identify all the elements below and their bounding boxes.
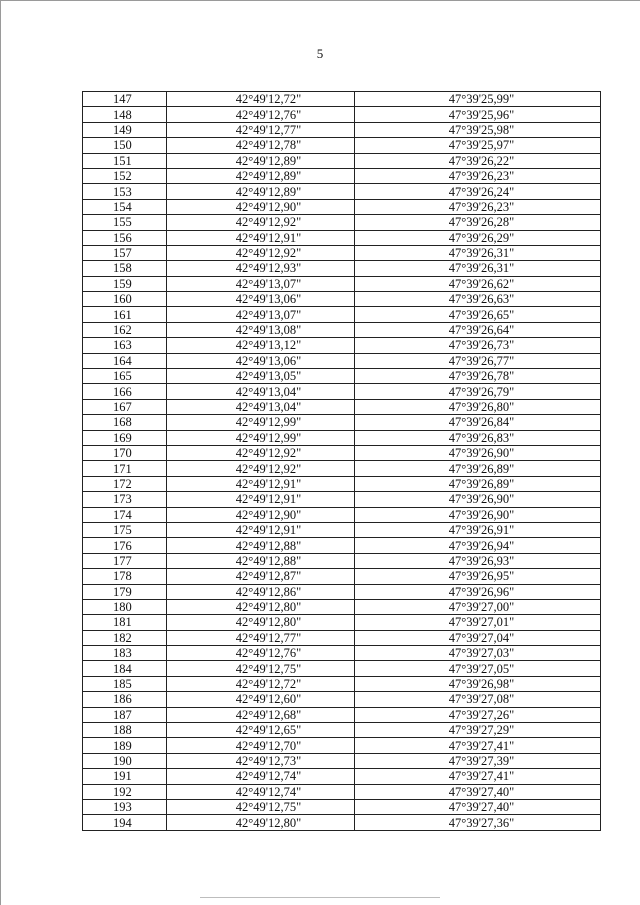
longitude-cell: 47°39'26,31" xyxy=(355,261,601,276)
table-row xyxy=(83,92,601,107)
point-number-cell: 172 xyxy=(83,476,167,491)
longitude-cell: 47°39'25,97" xyxy=(355,138,601,153)
latitude-cell: 42°49'12,86" xyxy=(167,584,355,599)
table-row xyxy=(83,184,601,199)
latitude-cell: 42°49'12,90" xyxy=(167,507,355,522)
table-row xyxy=(83,384,601,399)
longitude-cell: 47°39'26,90" xyxy=(355,492,601,507)
table-row xyxy=(83,492,601,507)
longitude-cell: 47°39'25,98" xyxy=(355,122,601,137)
latitude-cell: 42°49'12,91" xyxy=(167,230,355,245)
table-row xyxy=(83,399,601,414)
table-row xyxy=(83,107,601,122)
table-row xyxy=(83,784,601,799)
latitude-cell: 42°49'12,68" xyxy=(167,707,355,722)
latitude-cell: 42°49'12,77" xyxy=(167,122,355,137)
longitude-cell: 47°39'27,04" xyxy=(355,630,601,645)
latitude-cell: 42°49'12,80" xyxy=(167,815,355,830)
latitude-cell: 42°49'12,91" xyxy=(167,476,355,491)
latitude-cell: 42°49'12,87" xyxy=(167,569,355,584)
table-row xyxy=(83,799,601,814)
point-number-cell: 147 xyxy=(83,92,167,107)
latitude-cell: 42°49'12,80" xyxy=(167,599,355,614)
table-row xyxy=(83,584,601,599)
longitude-cell: 47°39'26,93" xyxy=(355,553,601,568)
table-row xyxy=(83,723,601,738)
latitude-cell: 42°49'12,91" xyxy=(167,522,355,537)
point-number-cell: 153 xyxy=(83,184,167,199)
latitude-cell: 42°49'13,06" xyxy=(167,292,355,307)
point-number-cell: 193 xyxy=(83,799,167,814)
latitude-cell: 42°49'13,08" xyxy=(167,322,355,337)
longitude-cell: 47°39'26,64" xyxy=(355,322,601,337)
point-number-cell: 157 xyxy=(83,245,167,260)
table-row xyxy=(83,569,601,584)
table-row xyxy=(83,322,601,337)
longitude-cell: 47°39'27,36" xyxy=(355,815,601,830)
point-number-cell: 171 xyxy=(83,461,167,476)
latitude-cell: 42°49'12,76" xyxy=(167,646,355,661)
longitude-cell: 47°39'26,98" xyxy=(355,676,601,691)
point-number-cell: 183 xyxy=(83,646,167,661)
latitude-cell: 42°49'13,05" xyxy=(167,369,355,384)
table-row xyxy=(83,599,601,614)
point-number-cell: 187 xyxy=(83,707,167,722)
longitude-cell: 47°39'26,96" xyxy=(355,584,601,599)
latitude-cell: 42°49'13,04" xyxy=(167,384,355,399)
point-number-cell: 163 xyxy=(83,338,167,353)
point-number-cell: 149 xyxy=(83,122,167,137)
longitude-cell: 47°39'27,08" xyxy=(355,692,601,707)
point-number-cell: 150 xyxy=(83,138,167,153)
footer-divider xyxy=(200,897,440,898)
point-number-cell: 158 xyxy=(83,261,167,276)
latitude-cell: 42°49'12,90" xyxy=(167,199,355,214)
table-row xyxy=(83,507,601,522)
longitude-cell: 47°39'26,29" xyxy=(355,230,601,245)
latitude-cell: 42°49'13,04" xyxy=(167,399,355,414)
longitude-cell: 47°39'25,96" xyxy=(355,107,601,122)
table-row xyxy=(83,245,601,260)
point-number-cell: 156 xyxy=(83,230,167,245)
point-number-cell: 181 xyxy=(83,615,167,630)
point-number-cell: 155 xyxy=(83,215,167,230)
latitude-cell: 42°49'12,73" xyxy=(167,753,355,768)
point-number-cell: 176 xyxy=(83,538,167,553)
longitude-cell: 47°39'26,90" xyxy=(355,445,601,460)
table-row xyxy=(83,738,601,753)
point-number-cell: 191 xyxy=(83,769,167,784)
longitude-cell: 47°39'26,83" xyxy=(355,430,601,445)
point-number-cell: 177 xyxy=(83,553,167,568)
latitude-cell: 42°49'12,72" xyxy=(167,676,355,691)
latitude-cell: 42°49'12,60" xyxy=(167,692,355,707)
point-number-cell: 194 xyxy=(83,815,167,830)
longitude-cell: 47°39'25,99" xyxy=(355,92,601,107)
longitude-cell: 47°39'27,01" xyxy=(355,615,601,630)
table-row xyxy=(83,646,601,661)
point-number-cell: 185 xyxy=(83,676,167,691)
latitude-cell: 42°49'12,75" xyxy=(167,661,355,676)
point-number-cell: 180 xyxy=(83,599,167,614)
point-number-cell: 189 xyxy=(83,738,167,753)
point-number-cell: 161 xyxy=(83,307,167,322)
point-number-cell: 175 xyxy=(83,522,167,537)
table-row xyxy=(83,430,601,445)
point-number-cell: 182 xyxy=(83,630,167,645)
longitude-cell: 47°39'27,39" xyxy=(355,753,601,768)
longitude-cell: 47°39'27,40" xyxy=(355,784,601,799)
longitude-cell: 47°39'26,84" xyxy=(355,415,601,430)
table-row xyxy=(83,307,601,322)
longitude-cell: 47°39'26,89" xyxy=(355,461,601,476)
latitude-cell: 42°49'12,99" xyxy=(167,415,355,430)
table-row xyxy=(83,338,601,353)
point-number-cell: 188 xyxy=(83,723,167,738)
point-number-cell: 192 xyxy=(83,784,167,799)
point-number-cell: 148 xyxy=(83,107,167,122)
point-number-cell: 152 xyxy=(83,168,167,183)
point-number-cell: 160 xyxy=(83,292,167,307)
point-number-cell: 164 xyxy=(83,353,167,368)
table-row xyxy=(83,276,601,291)
coordinates-table-body xyxy=(83,92,601,831)
point-number-cell: 169 xyxy=(83,430,167,445)
longitude-cell: 47°39'26,28" xyxy=(355,215,601,230)
latitude-cell: 42°49'12,92" xyxy=(167,461,355,476)
latitude-cell: 42°49'12,74" xyxy=(167,769,355,784)
latitude-cell: 42°49'12,88" xyxy=(167,538,355,553)
table-row xyxy=(83,230,601,245)
latitude-cell: 42°49'13,12" xyxy=(167,338,355,353)
table-row xyxy=(83,369,601,384)
longitude-cell: 47°39'26,80" xyxy=(355,399,601,414)
latitude-cell: 42°49'12,74" xyxy=(167,784,355,799)
table-row xyxy=(83,630,601,645)
table-row xyxy=(83,615,601,630)
table-row xyxy=(83,476,601,491)
table-row xyxy=(83,707,601,722)
longitude-cell: 47°39'26,24" xyxy=(355,184,601,199)
longitude-cell: 47°39'26,62" xyxy=(355,276,601,291)
latitude-cell: 42°49'13,07" xyxy=(167,307,355,322)
table-row xyxy=(83,461,601,476)
longitude-cell: 47°39'26,95" xyxy=(355,569,601,584)
longitude-cell: 47°39'26,23" xyxy=(355,168,601,183)
longitude-cell: 47°39'27,41" xyxy=(355,769,601,784)
table-row xyxy=(83,815,601,830)
point-number-cell: 184 xyxy=(83,661,167,676)
table-row xyxy=(83,676,601,691)
latitude-cell: 42°49'12,77" xyxy=(167,630,355,645)
point-number-cell: 154 xyxy=(83,199,167,214)
table-row xyxy=(83,199,601,214)
point-number-cell: 174 xyxy=(83,507,167,522)
latitude-cell: 42°49'12,93" xyxy=(167,261,355,276)
longitude-cell: 47°39'26,78" xyxy=(355,369,601,384)
longitude-cell: 47°39'26,65" xyxy=(355,307,601,322)
longitude-cell: 47°39'27,29" xyxy=(355,723,601,738)
table-row xyxy=(83,692,601,707)
page-number: 5 xyxy=(316,46,324,61)
longitude-cell: 47°39'26,23" xyxy=(355,199,601,214)
point-number-cell: 168 xyxy=(83,415,167,430)
longitude-cell: 47°39'27,00" xyxy=(355,599,601,614)
longitude-cell: 47°39'27,41" xyxy=(355,738,601,753)
table-row xyxy=(83,445,601,460)
latitude-cell: 42°49'12,91" xyxy=(167,492,355,507)
table-row xyxy=(83,168,601,183)
latitude-cell: 42°49'12,92" xyxy=(167,245,355,260)
point-number-cell: 165 xyxy=(83,369,167,384)
table-row xyxy=(83,415,601,430)
latitude-cell: 42°49'12,65" xyxy=(167,723,355,738)
point-number-cell: 190 xyxy=(83,753,167,768)
point-number-cell: 186 xyxy=(83,692,167,707)
table-row xyxy=(83,138,601,153)
latitude-cell: 42°49'12,89" xyxy=(167,168,355,183)
point-number-cell: 151 xyxy=(83,153,167,168)
table-row xyxy=(83,153,601,168)
longitude-cell: 47°39'27,26" xyxy=(355,707,601,722)
table-row xyxy=(83,753,601,768)
point-number-cell: 166 xyxy=(83,384,167,399)
table-row xyxy=(83,261,601,276)
longitude-cell: 47°39'26,79" xyxy=(355,384,601,399)
table-row xyxy=(83,538,601,553)
table-row xyxy=(83,215,601,230)
longitude-cell: 47°39'26,31" xyxy=(355,245,601,260)
latitude-cell: 42°49'12,88" xyxy=(167,553,355,568)
point-number-cell: 179 xyxy=(83,584,167,599)
longitude-cell: 47°39'26,89" xyxy=(355,476,601,491)
longitude-cell: 47°39'26,73" xyxy=(355,338,601,353)
latitude-cell: 42°49'12,80" xyxy=(167,615,355,630)
longitude-cell: 47°39'26,94" xyxy=(355,538,601,553)
latitude-cell: 42°49'13,07" xyxy=(167,276,355,291)
point-number-cell: 159 xyxy=(83,276,167,291)
table-row xyxy=(83,122,601,137)
latitude-cell: 42°49'12,89" xyxy=(167,153,355,168)
table-row xyxy=(83,353,601,368)
table-row xyxy=(83,769,601,784)
longitude-cell: 47°39'26,77" xyxy=(355,353,601,368)
point-number-cell: 167 xyxy=(83,399,167,414)
latitude-cell: 42°49'12,92" xyxy=(167,215,355,230)
latitude-cell: 42°49'12,72" xyxy=(167,92,355,107)
table-row xyxy=(83,522,601,537)
coordinates-table xyxy=(82,91,601,831)
latitude-cell: 42°49'12,76" xyxy=(167,107,355,122)
longitude-cell: 47°39'27,03" xyxy=(355,646,601,661)
latitude-cell: 42°49'13,06" xyxy=(167,353,355,368)
longitude-cell: 47°39'26,22" xyxy=(355,153,601,168)
longitude-cell: 47°39'26,90" xyxy=(355,507,601,522)
latitude-cell: 42°49'12,78" xyxy=(167,138,355,153)
latitude-cell: 42°49'12,70" xyxy=(167,738,355,753)
longitude-cell: 47°39'26,91" xyxy=(355,522,601,537)
latitude-cell: 42°49'12,99" xyxy=(167,430,355,445)
point-number-cell: 178 xyxy=(83,569,167,584)
table-row xyxy=(83,553,601,568)
table-row xyxy=(83,292,601,307)
latitude-cell: 42°49'12,75" xyxy=(167,799,355,814)
longitude-cell: 47°39'27,05" xyxy=(355,661,601,676)
longitude-cell: 47°39'27,40" xyxy=(355,799,601,814)
longitude-cell: 47°39'26,63" xyxy=(355,292,601,307)
point-number-cell: 170 xyxy=(83,445,167,460)
table-row xyxy=(83,661,601,676)
point-number-cell: 162 xyxy=(83,322,167,337)
latitude-cell: 42°49'12,89" xyxy=(167,184,355,199)
point-number-cell: 173 xyxy=(83,492,167,507)
latitude-cell: 42°49'12,92" xyxy=(167,445,355,460)
